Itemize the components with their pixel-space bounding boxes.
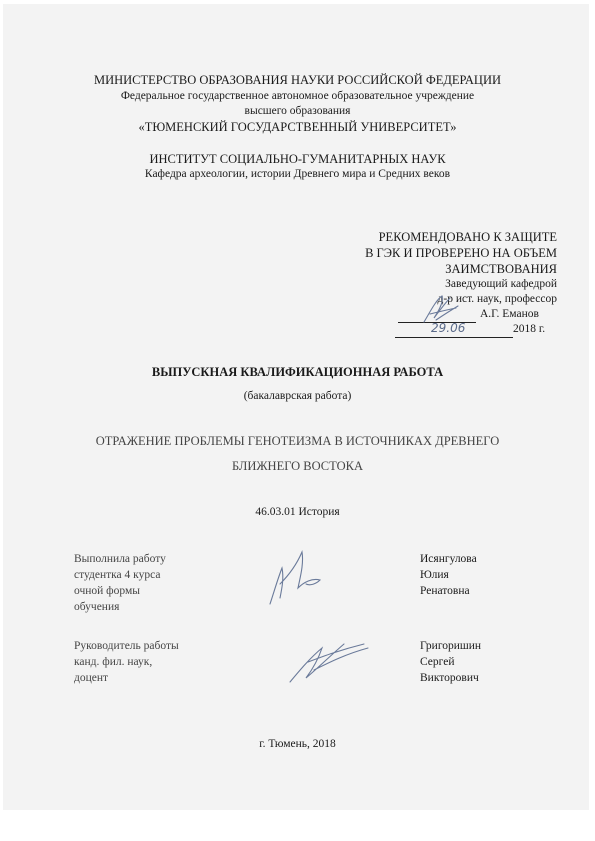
supervisor-signature [284,632,374,686]
supervisor-label-line1: Руководитель работы [74,640,179,652]
supervisor-first-name: Сергей [420,656,455,668]
supervisor-label-line3: доцент [74,672,109,684]
author-surname: Исянгулова [420,553,477,565]
ministry-title: МИНИСТЕРСТВО ОБРАЗОВАНИЯ НАУКИ РОССИЙСКОЙ ФЕДЕРАЦИИ [93,73,501,87]
author-label-line3: очной формы [74,585,140,597]
approval-role: Заведующий кафедрой [445,278,557,290]
work-title-line2: БЛИЖНЕГО ВОСТОКА [231,459,364,473]
author-first-name: Юлия [420,569,449,581]
approval-line1: РЕКОМЕНДОВАНО К ЗАЩИТЕ [378,230,557,244]
supervisor-label-line2: канд. фил. наук, [74,656,153,668]
approval-line3: ЗАИМСТВОВАНИЯ [445,262,557,276]
approval-degree: д-р ист. наук, профессор [437,293,557,305]
date-blank-line [395,337,513,338]
institution-type-line1: Федеральное государственное автономное образовательное учреждение [120,90,475,102]
city-year: г. Тюмень, 2018 [259,738,336,750]
specialty: 46.03.01 История [255,506,340,518]
approval-line2: В ГЭК И ПРОВЕРЕНО НА ОБЪЕМ [365,246,557,260]
work-title-line1: ОТРАЖЕНИЕ ПРОБЛЕМЫ ГЕНОТЕИЗМА В ИСТОЧНИКАХ ДРЕВНЕГО [95,434,500,448]
institution-type-line2: высшего образования [244,105,351,117]
work-type: ВЫПУСКНАЯ КВАЛИФИКАЦИОННАЯ РАБОТА [151,365,444,379]
author-label-line1: Выполнила работу [74,553,166,565]
university-name: «ТЮМЕНСКИЙ ГОСУДАРСТВЕННЫЙ УНИВЕРСИТЕТ» [138,120,457,134]
department-name: Кафедра археологии, истории Древнего мира и Средних веков [144,168,451,180]
author-signature [262,544,342,610]
approval-name: А.Г. Еманов [480,308,539,320]
supervisor-patronymic: Викторович [420,672,479,684]
author-label-line2: студентка 4 курса [74,569,161,581]
institute-name: ИНСТИТУТ СОЦИАЛЬНО-ГУМАНИТАРНЫХ НАУК [149,152,446,166]
author-label-line4: обучения [74,601,120,613]
author-patronymic: Ренатовна [420,585,470,597]
supervisor-surname: Григоришин [420,640,482,652]
approval-year: 2018 г. [513,323,546,335]
work-subtype: (бакалаврская работа) [243,390,352,402]
head-signature [416,292,466,328]
handwritten-date: 29.06 [431,321,466,335]
